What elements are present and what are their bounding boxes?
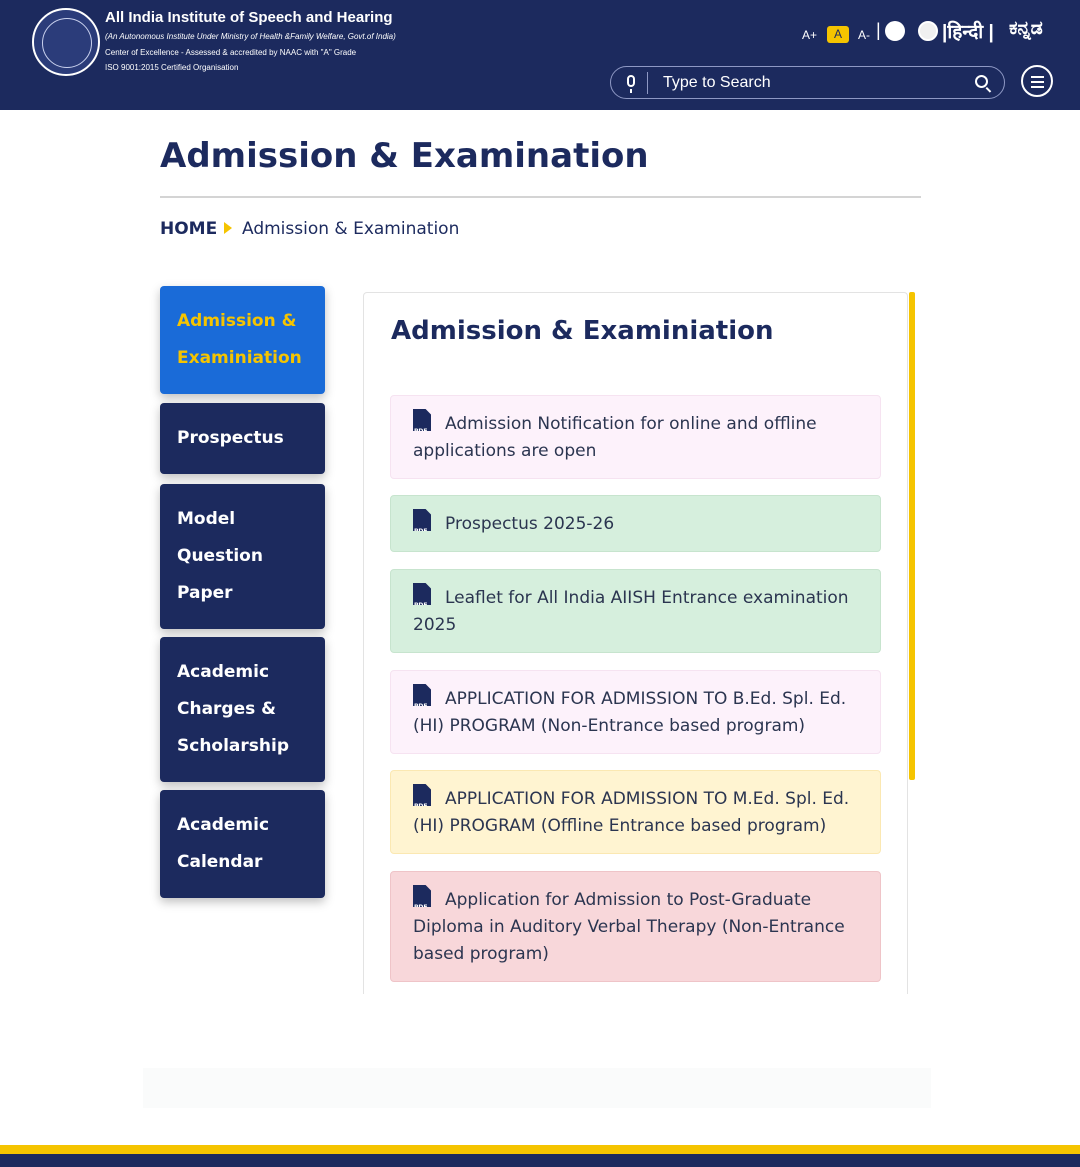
panel-title: Admission & Examiniation bbox=[391, 316, 774, 346]
document-link[interactable] bbox=[390, 770, 881, 854]
pdf-icon bbox=[413, 583, 431, 605]
breadcrumb-arrow-icon bbox=[224, 222, 232, 234]
page-title: Admission & Examination bbox=[160, 136, 649, 176]
hamburger-menu-icon[interactable] bbox=[1021, 65, 1053, 97]
pdf-icon bbox=[413, 684, 431, 706]
accreditation-text: Center of Excellence - Assessed & accredited by NAAC with "A" Grade bbox=[105, 48, 357, 57]
institute-logo[interactable] bbox=[32, 8, 100, 76]
pdf-icon bbox=[413, 409, 431, 431]
font-normal-button[interactable]: A bbox=[827, 26, 849, 43]
site-header bbox=[0, 0, 1080, 110]
footer-accent-band bbox=[0, 1145, 1080, 1154]
breadcrumb-current: Admission & Examination bbox=[242, 219, 460, 239]
kannada-language-link[interactable]: ಕನ್ನಡ bbox=[1009, 18, 1043, 39]
panel-scroll-accent[interactable] bbox=[909, 292, 915, 780]
font-increase-button[interactable]: A+ bbox=[802, 28, 818, 42]
breadcrumb-home-link[interactable]: HOME bbox=[160, 219, 218, 239]
institute-name: All India Institute of Speech and Hearing bbox=[105, 9, 393, 26]
sidebar-item-academic-charges[interactable]: Academic Charges & Scholarship bbox=[160, 637, 325, 782]
sidebar-item-academic-calendar[interactable]: Academic Calendar bbox=[160, 790, 325, 898]
separator: | bbox=[876, 20, 881, 40]
document-link[interactable] bbox=[390, 670, 881, 754]
microphone-icon[interactable] bbox=[627, 75, 635, 87]
search-input[interactable] bbox=[663, 70, 963, 96]
search-bar bbox=[610, 66, 1005, 99]
sidebar-item-prospectus[interactable]: Prospectus bbox=[160, 403, 325, 474]
document-label: Application for Admission to Post-Graduate Diploma in Auditory Verbal Therapy (Non-Entrance based program) bbox=[413, 890, 845, 964]
document-label: Leaflet for All India AIISH Entrance examination 2025 bbox=[413, 588, 849, 635]
iso-text: ISO 9001:2015 Certified Organisation bbox=[105, 63, 239, 72]
font-decrease-button[interactable]: A- bbox=[858, 28, 870, 42]
sidebar-item-model-question-paper[interactable]: Model Question Paper bbox=[160, 484, 325, 629]
document-label: APPLICATION FOR ADMISSION TO M.Ed. Spl. Ed. (HI) PROGRAM (Offline Entrance based program) bbox=[413, 789, 850, 836]
pdf-icon bbox=[413, 784, 431, 806]
footer-band bbox=[0, 1154, 1080, 1167]
title-divider bbox=[160, 196, 921, 198]
pdf-icon bbox=[413, 885, 431, 907]
search-divider bbox=[647, 72, 648, 94]
document-link[interactable] bbox=[390, 871, 881, 982]
sidebar-item-admission[interactable]: Admission & Examiniation bbox=[160, 286, 325, 394]
contrast-theme-toggle[interactable] bbox=[918, 21, 938, 41]
hindi-language-link[interactable]: |हिन्दी | bbox=[942, 22, 994, 43]
light-theme-toggle[interactable] bbox=[885, 21, 905, 41]
institute-subtitle: (An Autonomous Institute Under Ministry of Health &Family Welfare, Govt.of India) bbox=[105, 32, 396, 41]
footer-strip bbox=[143, 1068, 931, 1108]
document-link[interactable] bbox=[390, 569, 881, 653]
document-link[interactable] bbox=[390, 395, 881, 479]
pdf-icon bbox=[413, 509, 431, 531]
document-label: APPLICATION FOR ADMISSION TO B.Ed. Spl. Ed. (HI) PROGRAM (Non-Entrance based program) bbox=[413, 689, 847, 736]
document-label: Admission Notification for online and offline applications are open bbox=[413, 414, 817, 461]
search-icon[interactable] bbox=[975, 75, 988, 88]
document-label: Prospectus 2025-26 bbox=[445, 514, 615, 534]
document-link[interactable] bbox=[390, 495, 881, 552]
